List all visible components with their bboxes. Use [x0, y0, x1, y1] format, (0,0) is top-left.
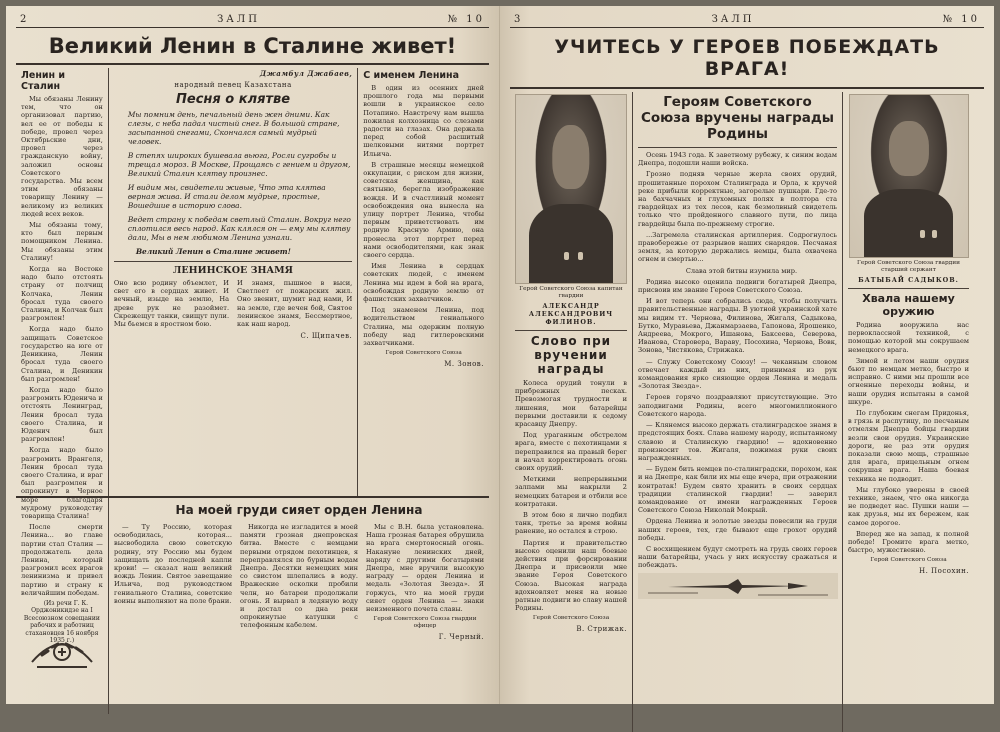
- paragraph: Когда на Востоке надо было отстоять страну от полчищ Колчака, Ленин бросал туда своего Сталина, и Колчак был разгромлен!: [21, 265, 103, 323]
- page-title: Великий Ленин в Сталине живет!: [16, 30, 489, 65]
- paragraph: В страшные месяцы немецкой оккупации, с риском для жизни, советская женщина, как святыню, берегла изображение вождя. И в счастливый момент освобождения она вынесла на улицу портрет Ленина, чтобы первым приветствовать им родную Красную Армию, она пронесла этот портрет перед нами освободителями, как знак своего сердца.: [363, 160, 484, 260]
- paragraph: Зимой и летом наши орудия бьют по немцам метко, быстро и исправно. С ними мы прошли все огненные переходы войны, и наши орудия испытаны в самой шкуре.: [848, 356, 969, 406]
- issue-number: № 10: [447, 14, 485, 25]
- hero-portrait-photo: [515, 94, 627, 284]
- signature-name: М. Зонов.: [444, 360, 484, 369]
- paragraph: Родина вооружила нас первоклассной техникой, с помощью которой мы сокрушаем немецкого врага.: [848, 321, 969, 354]
- paper-name: ЗАЛП: [217, 14, 260, 25]
- paragraph: И вот теперь они собрались сюда, чтобы получить правительственные награды. В уютной украинской хате мы видим тт. Чернова, Филинова, Жигаля, Садыкова, Бутко, Муравьева, Джанмарзаева, Гапонова, Ярошенко, Андреева, Мокрого, Ишанова, Баксеева, Северова, Иванова, Старовера, Вараву, Посохина, Чернова, Вовк, Зонова, Чистякова, Стрижака.: [638, 297, 837, 355]
- paragraph: — Будем бить немцев по-сталинградски, порохом, как и на Днепре, как били их мы еще вчера, при отражении контратак! Будем свято хранить в своих сердцах традиции сталинской гвардии! — заверил командование от имени награжденных Героев Советского Союза Николай Мокрый.: [638, 465, 837, 515]
- paragraph: Когда надо было разгромить Юденича и отстоять Ленинград, Ленин бросал туда своего Сталина, и Юденич был разгромлен!: [21, 385, 103, 444]
- paragraph: — Ту Россию, которая освободилась, которая... высвободила свою советскую родину, эту Россию мы будем защищать до последней капли крови! — сказал наш великий вождь Ленин. Святое завещание Ильича, под руководством гениального Сталина, советские воины выполняют на поле брани.: [114, 523, 232, 605]
- paragraph: Партия и правительство высоко оценили наш боевые действия при форсировании Днепра и присвоили мне звание Героя Советского Союза. Высокая награда вдохновляет меня на новые ратные подвиги во славу нашей Родины.: [515, 538, 627, 613]
- poem-author-title: народный певец Казахстана: [174, 81, 292, 89]
- article-heading: Хвала нашему оружию: [862, 292, 955, 318]
- banner-poem: [114, 279, 352, 331]
- running-head: [510, 14, 984, 28]
- signature-title: Герой Советского Союза: [385, 350, 462, 357]
- poem-title: Песня о клятве: [176, 92, 291, 107]
- paragraph: Вперед же на запад, к полной победе! Громите врага метко, быстро, мужественно.: [848, 529, 969, 555]
- banner-poem-title: ЛЕНИНСКОЕ ЗНАМЯ: [173, 265, 294, 276]
- left-bottom-section: [16, 496, 489, 714]
- issue-number: № 10: [942, 14, 980, 25]
- right-hero-column: [842, 92, 974, 732]
- article-with-lenin-name: [357, 68, 489, 496]
- aircraft-illustration-icon: [638, 573, 837, 599]
- paragraph: Меткими непрерывными залпами мы накрыли 2 немецких батареи и отбили все контратаки.: [515, 475, 627, 508]
- poem-stanza: И видим мы, свидетели живые, Что эта клятва верная жива. И стали делом мудрые, простые, Вошедшие в историю слова.: [127, 183, 326, 210]
- signature-title: Герой Советского Союза: [870, 557, 947, 564]
- photo-caption: Герой Советского Союза гвардии старший сержант: [857, 260, 960, 273]
- paragraph: Осень 1943 года. К заветному рубежу, к синим водам Днепра, подошли наши войска.: [638, 151, 837, 168]
- poem-stanza: Оно всю родину объемлет, И свет его в сердцах живет. И вечный, изыде на землю, На древе рук не разоймет. Скрежещут танки, свищут пули. Мы бьемся в яростном бою.: [113, 279, 230, 329]
- hero-portrait-photo: [849, 94, 969, 258]
- article-last-column: [366, 523, 484, 644]
- paragraph: В этом бою я лично подбил танк, третье за время войны ранение, но остался в строю.: [515, 511, 627, 536]
- photo-caption-name: АЛЕКСАНДР АЛЕКСАНДРОВИЧ ФИЛИНОВ.: [528, 302, 614, 326]
- source-note: (Из речи Г. К. Орджоникидзе на I Всесоюзном совещании рабочих и работниц стахановцев 16 ноября 1935 г.): [23, 599, 100, 645]
- newspaper-spread: [6, 6, 994, 704]
- poem-stanza: И знамя, пышное в выси, Светлеет от пожарских жил. Оно звенит, шумит над нами, И на земле, где вечен бой, Святое ленинское знамя, Бессмертное, как наш народ.: [237, 279, 353, 329]
- divider: [515, 330, 627, 331]
- paragraph: С восхищением будут смотреть на грудь своих героев наши батарейцы, учась у них искусству сражаться и побеждать.: [638, 544, 837, 570]
- paragraph: — Служу Советскому Союзу! — чеканным словом отвечает каждый из них, принимая из рук командования ярко сияющие орден Ленина и медаль «Золотая Звезда».: [638, 357, 837, 391]
- divider: [638, 147, 837, 148]
- article-heading: На моей груди сияет орден Ленина: [175, 503, 423, 517]
- paragraph: Героев горячо поздравляют присутствующие. Это заподвигами Родины, всего многомиллионного Советского народа.: [638, 393, 837, 418]
- page-number: 2: [20, 14, 30, 25]
- laurel-ornament-icon: [21, 618, 103, 676]
- paragraph: Грозно подняв черные жерла своих орудий, прошитанные порохом Сталинграда и Орла, к кручей реке прибыли корректные, загорелые пушкари. Где-то на бахчачных и глухомных полях в полтора ста гвардейцах из тех лесов, как безмолвный свидетель только что пройденного славного пути, по лица гвардейцы была по-прежнему строгие.: [638, 170, 837, 228]
- paragraph: В один из осенних дней прошлого года мы первыми вошли в украинское село Потапино. Навстречу нам вышла пожилая колхозница со слезами радости на глазах. Она держала перед собой расшитый шелковыми нитями портрет Ильича.: [363, 84, 484, 158]
- signature-title: Герой Советского Союза гвардии офицер: [373, 616, 477, 630]
- article-order-of-lenin: [108, 498, 489, 714]
- signature-name: Г. Черный.: [438, 633, 484, 642]
- poem-stanza: Ведет страну к победам светлый Сталин. Вокруг него сплотился весь народ. Как клялся он — ему мы клятву дали, Мы в нем любимом Ленина узнали.: [127, 215, 351, 242]
- paragraph: Мы обязаны тому, кто был первым помощником Ленина. Мы обязаны этим Сталину!: [21, 221, 103, 262]
- page-number: 3: [514, 14, 524, 25]
- banner-poem-signature: С. Щипачев.: [300, 332, 353, 341]
- running-head: [16, 14, 489, 28]
- paragraph: Под знаменем Ленина, под водительством гениального Сталина, мы одержим полную победу над гитлеровскими захватчиками.: [363, 306, 484, 348]
- paragraph: Когда надо было разгромить Врангеля, Ленин бросал туда своего Сталина, и враг был разгромлен и опрокинут в Черное море благодаря мудрому руководству товарища Сталина!: [21, 446, 103, 520]
- article-lenin-stalin: [16, 68, 108, 645]
- paragraph: ...Загремела сталинская артиллерия. Содрогнулось правобережье от разрывов наших снарядов. Песчаная земля, за которую держались немцы, была охвачена огнем и смертью...: [638, 230, 837, 264]
- poem-author: Джамбул Джабаев,: [259, 69, 353, 78]
- paragraph: Родина высоко оценила подвиги богатырей Днепра, присвоив им звание Героев Советского Союза.: [638, 277, 837, 295]
- poem-column: [108, 68, 357, 496]
- paragraph: После смерти Ленина... во главе партии стал Сталин — продолжатель дела Ленина, который разгромил всех врагов ленинизма и привел партию и страну к величайшим победам.: [21, 523, 103, 597]
- paragraph: Под ураганным обстрелом врага, вместе с пехотинцами я переправился на правый берег и начал корректировать огонь своих орудий.: [515, 431, 627, 473]
- right-page: [500, 6, 994, 704]
- article-heading: Ленин и Сталин: [21, 70, 66, 92]
- poem-stanza: Мы помним день, печальный день жен дними. Как слезы, с неба падал чистый снег. В большой стране, засыпанной снегами, Скончался самый мудрый человек.: [127, 110, 340, 146]
- paragraph: Мы обязаны Ленину тем, что он организовал партию, вел ее от победы к победе, провел через Октябрьские дни, провел через гражданскую войну, заложил основы Советского государства. Мы всем этим обязаны товарищу Ленину — великому из великих людей всех веков.: [21, 95, 103, 218]
- left-page: [6, 6, 500, 704]
- paper-name: ЗАЛП: [711, 14, 755, 25]
- article-heading: Героям Советского Союза вручены награды Родины: [640, 94, 834, 142]
- paragraph: Никогда не изгладится в моей памяти грозная днепровская битва. Вместе с немцами первыми отрядом пехотинцев, я переправлялся по бурным водам Днепра. Десятки немецких мин со свистом шлепались в воду. Вражеские осколки пробили челн, но батареи продолжали огонь. Я вырвал в ледяную воду и достал со дна реки опрокинутые катушки с телефонным кабелем.: [240, 523, 358, 630]
- paragraph: Колеса орудий тонули в прибрежных песках. Превозмогая трудности и лишения, мои батарейцы первыми доставили к седому красавцу Днепру.: [515, 379, 627, 429]
- paragraph: Когда надо было защищать Советское государство на юге от Деникина, Ленин бросал туда своего Сталина, и Деникин был разгромлен!: [21, 325, 103, 383]
- article-heading: С именем Ленина: [363, 70, 460, 81]
- divider: [848, 288, 969, 289]
- paragraph: Имя Ленина в сердцах советских людей, с именем Ленина мы идем в бой на врага, освобождая родную землю от фашистских захватчиков.: [363, 262, 484, 304]
- photo-caption-name: БАТЫБАЙ САДЫКОВ.: [858, 276, 959, 284]
- signature-name: Н. Посохин.: [918, 567, 969, 576]
- poem-closing-line: Великий Ленин в Сталине живет!: [135, 247, 291, 256]
- ornament-area: [16, 498, 108, 714]
- signature-title: Герой Советского Союза: [532, 615, 610, 622]
- paragraph: Ордена Ленина и золотые звезды повесили на груди наших героев, тех, где бывают еще грохот орудий победы.: [638, 517, 837, 542]
- article-columns: [114, 523, 484, 644]
- right-columns: [510, 92, 984, 732]
- poem-stanza: В степях широких бушевала вьюга, Росли сугробы и трещал мороз. В Москве, Прощаясь с гением и другом, Великий Сталин клятву произнес.: [127, 151, 351, 178]
- article-heading: Слово при вручении награды: [530, 334, 612, 376]
- awards-column: [632, 92, 842, 732]
- photo-caption: Герой Советского Союза капитан гвардии: [519, 286, 623, 299]
- paragraph: Мы глубоко уверены в своей технике, знаем, что она никогда не подведет нас. Пушки наши — как друзья, мы их бережем, как самое дорогое.: [848, 485, 969, 527]
- page-title: УЧИТЕСЬ У ГЕРОЕВ ПОБЕЖДАТЬ ВРАГА!: [510, 30, 984, 89]
- signature-name: В. Стрижак.: [576, 625, 627, 634]
- paragraph: Мы с В.Н. была установлена. Наша грозная батарея обрушила на врага смертоносный огонь. Накануне ленинских дней, наряду с другими богатырями Днепра, мне вручили высокую награду — орден Ленина и медаль «Золотая Звезда». Я горжусь, что на моей груди сияет орден Ленина — знаки неизменного почета славы.: [366, 523, 484, 614]
- divider: [114, 261, 352, 262]
- paragraph: — Клянемся высоко держать сталинградское знамя в предстоящих боях. Слава нашему народу, испытанному славою и Сталинскую гвардию! — вдохновенно произносит тов. Жигаля, пожимая руки своих награжденных.: [638, 421, 837, 462]
- left-hero-column: [510, 92, 632, 732]
- paragraph: Слава этой битвы изумила мир.: [685, 266, 798, 275]
- paragraph: По глубоким снегам Придонья, в грязь и распутицу, по песчаным отмелям Днепра бойцы гвардии везли свои орудия. Украинские дороги, не раз эти орудия показали свою мощь, страшные для врага, прицельным огнем сокрушая врага. Наша боевая техника не подводит.: [848, 409, 969, 483]
